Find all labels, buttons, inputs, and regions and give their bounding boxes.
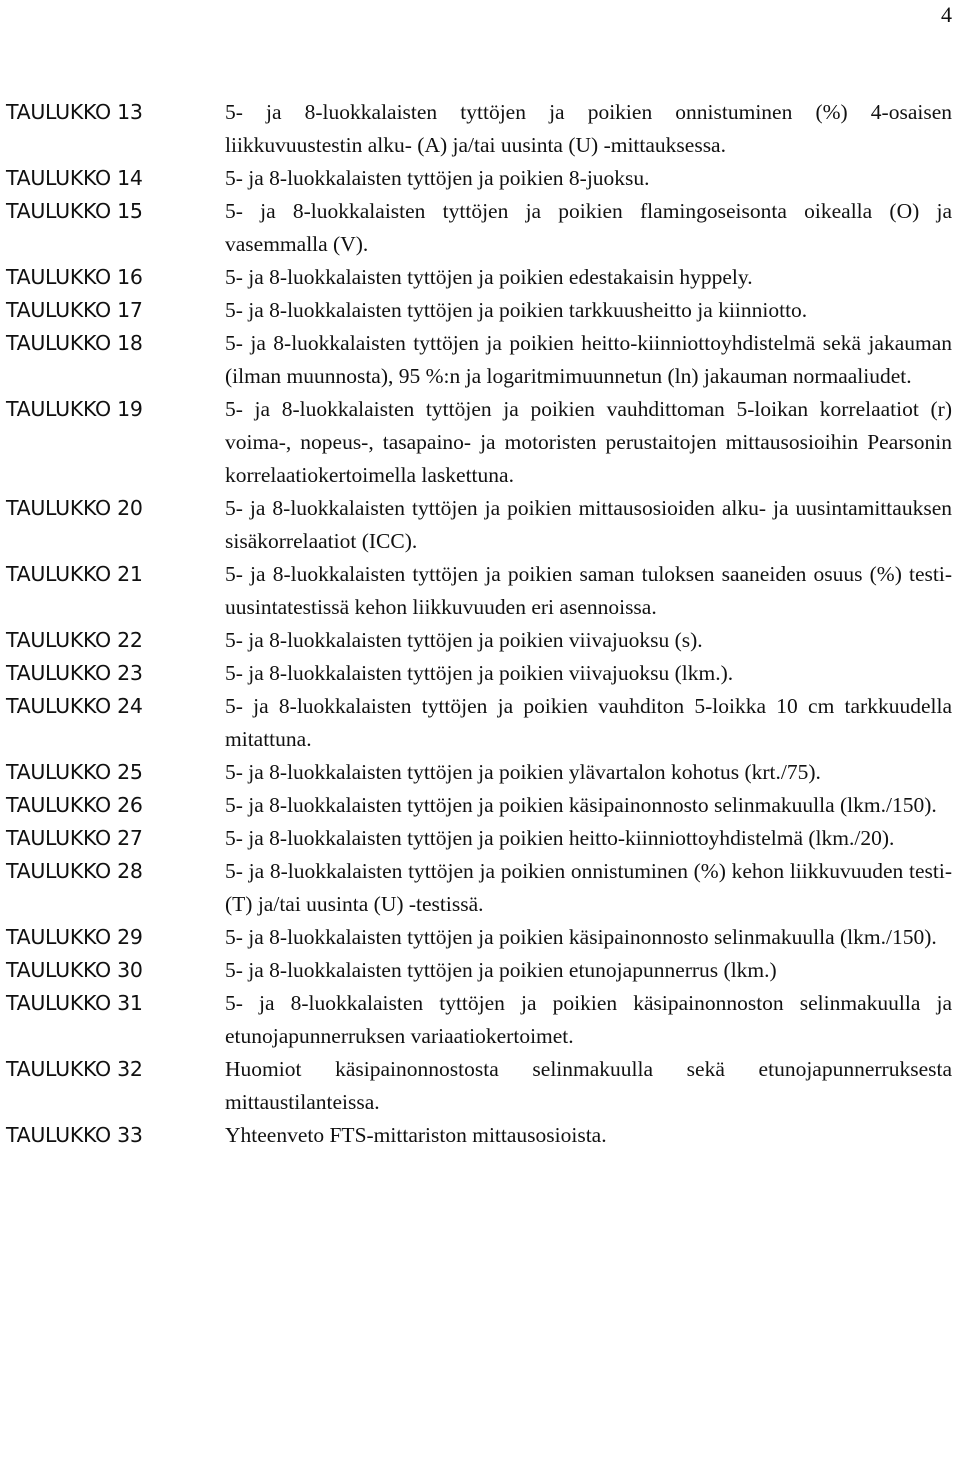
table-caption: 5- ja 8-luokkalaisten tyttöjen ja poikien tarkkuusheitto ja kiinniotto. xyxy=(225,298,808,322)
table-caption: 5- ja 8-luokkalaisten tyttöjen ja poikien flamingoseisonta oikealla (O) ja vasemmalla (V). xyxy=(225,199,952,256)
list-item xyxy=(6,195,952,261)
table-label: TAULUKKO 19 xyxy=(6,397,143,421)
table-caption: 5- ja 8-luokkalaisten tyttöjen ja poikien 8-juoksu. xyxy=(225,166,650,190)
table-label: TAULUKKO 24 xyxy=(6,694,143,718)
table-label: TAULUKKO 15 xyxy=(6,199,143,223)
table-caption: 5- ja 8-luokkalaisten tyttöjen ja poikien onnistuminen (%) 4-osaisen liikkuvuustestin alku- (A) ja/tai uusinta (U) -mittauksessa. xyxy=(225,100,952,157)
table-label: TAULUKKO 31 xyxy=(6,991,143,1015)
list-item xyxy=(6,294,952,327)
list-item xyxy=(6,162,952,195)
table-caption: 5- ja 8-luokkalaisten tyttöjen ja poikien vauhdittoman 5-loikan korrelaatiot (r) voima-, nopeus-, tasapaino- ja motoristen perustaitojen mittausosioihin Pearsonin korrelaatiokertoimella laskettuna. xyxy=(225,397,952,487)
table-label: TAULUKKO 30 xyxy=(6,958,143,982)
table-caption: Huomiot käsipainonnostosta selinmakuulla sekä etunojapunnerruksesta mittaustilanteissa. xyxy=(225,1057,952,1114)
table-caption: 5- ja 8-luokkalaisten tyttöjen ja poikien vauhditon 5-loikka 10 cm tarkkuudella mitattuna. xyxy=(225,694,952,751)
table-label: TAULUKKO 25 xyxy=(6,760,143,784)
table-label: TAULUKKO 26 xyxy=(6,793,143,817)
list-item xyxy=(6,822,952,855)
list-item xyxy=(6,690,952,756)
list-item xyxy=(6,624,952,657)
table-caption: 5- ja 8-luokkalaisten tyttöjen ja poikien heitto-kiinniottoyhdistelmä (lkm./20). xyxy=(225,826,895,850)
table-caption: 5- ja 8-luokkalaisten tyttöjen ja poikien viivajuoksu (lkm.). xyxy=(225,661,734,685)
list-item xyxy=(6,954,952,987)
table-caption: 5- ja 8-luokkalaisten tyttöjen ja poikien mittausosioiden alku- ja uusintamittauksen sisäkorrelaatiot (ICC). xyxy=(225,496,952,553)
table-label: TAULUKKO 32 xyxy=(6,1057,143,1081)
list-item xyxy=(6,789,952,822)
table-caption: 5- ja 8-luokkalaisten tyttöjen ja poikien heitto-kiinniottoyhdistelmä sekä jakauman (ilman muunnosta), 95 %:n ja logaritmimuunnetun (ln) jakauman normaaliudet. xyxy=(225,331,952,388)
table-label: TAULUKKO 27 xyxy=(6,826,143,850)
list-item xyxy=(6,96,952,162)
table-label: TAULUKKO 16 xyxy=(6,265,143,289)
table-label: TAULUKKO 22 xyxy=(6,628,143,652)
table-label: TAULUKKO 28 xyxy=(6,859,143,883)
list-item xyxy=(6,657,952,690)
list-item xyxy=(6,855,952,921)
table-caption: 5- ja 8-luokkalaisten tyttöjen ja poikien edestakaisin hyppely. xyxy=(225,265,753,289)
table-caption: 5- ja 8-luokkalaisten tyttöjen ja poikien ylävartalon kohotus (krt./75). xyxy=(225,760,821,784)
list-item xyxy=(6,1053,952,1119)
list-item xyxy=(6,492,952,558)
list-item xyxy=(6,261,952,294)
list-item xyxy=(6,327,952,393)
table-label: TAULUKKO 18 xyxy=(6,331,143,355)
list-item xyxy=(6,1119,952,1152)
list-item xyxy=(6,921,952,954)
table-caption: 5- ja 8-luokkalaisten tyttöjen ja poikien käsipainonnoston selinmakuulla ja etunojapunnerruksen variaatiokertoimet. xyxy=(225,991,952,1048)
list-item xyxy=(6,987,952,1053)
table-caption: Yhteenveto FTS-mittariston mittausosioista. xyxy=(225,1123,607,1147)
list-item xyxy=(6,756,952,789)
table-label: TAULUKKO 23 xyxy=(6,661,143,685)
table-label: TAULUKKO 14 xyxy=(6,166,143,190)
list-item xyxy=(6,393,952,492)
table-label: TAULUKKO 13 xyxy=(6,100,143,124)
table-caption: 5- ja 8-luokkalaisten tyttöjen ja poikien saman tuloksen saaneiden osuus (%) testi-uusintatestissä kehon liikkuvuuden eri asennoissa. xyxy=(225,562,952,619)
table-label: TAULUKKO 33 xyxy=(6,1123,143,1147)
table-label: TAULUKKO 29 xyxy=(6,925,143,949)
table-caption: 5- ja 8-luokkalaisten tyttöjen ja poikien käsipainonnosto selinmakuulla (lkm./150). xyxy=(225,925,937,949)
table-caption: 5- ja 8-luokkalaisten tyttöjen ja poikien etunojapunnerrus (lkm.) xyxy=(225,958,777,982)
table-label: TAULUKKO 17 xyxy=(6,298,143,322)
table-caption: 5- ja 8-luokkalaisten tyttöjen ja poikien onnistuminen (%) kehon liikkuvuuden testi- (T) ja/tai uusinta (U) -testissä. xyxy=(225,859,952,916)
table-label: TAULUKKO 21 xyxy=(6,562,143,586)
table-caption: 5- ja 8-luokkalaisten tyttöjen ja poikien viivajuoksu (s). xyxy=(225,628,703,652)
table-caption: 5- ja 8-luokkalaisten tyttöjen ja poikien käsipainonnosto selinmakuulla (lkm./150). xyxy=(225,793,937,817)
page-number: 4 xyxy=(941,2,952,27)
list-item xyxy=(6,558,952,624)
table-list xyxy=(6,96,952,1152)
table-label: TAULUKKO 20 xyxy=(6,496,143,520)
